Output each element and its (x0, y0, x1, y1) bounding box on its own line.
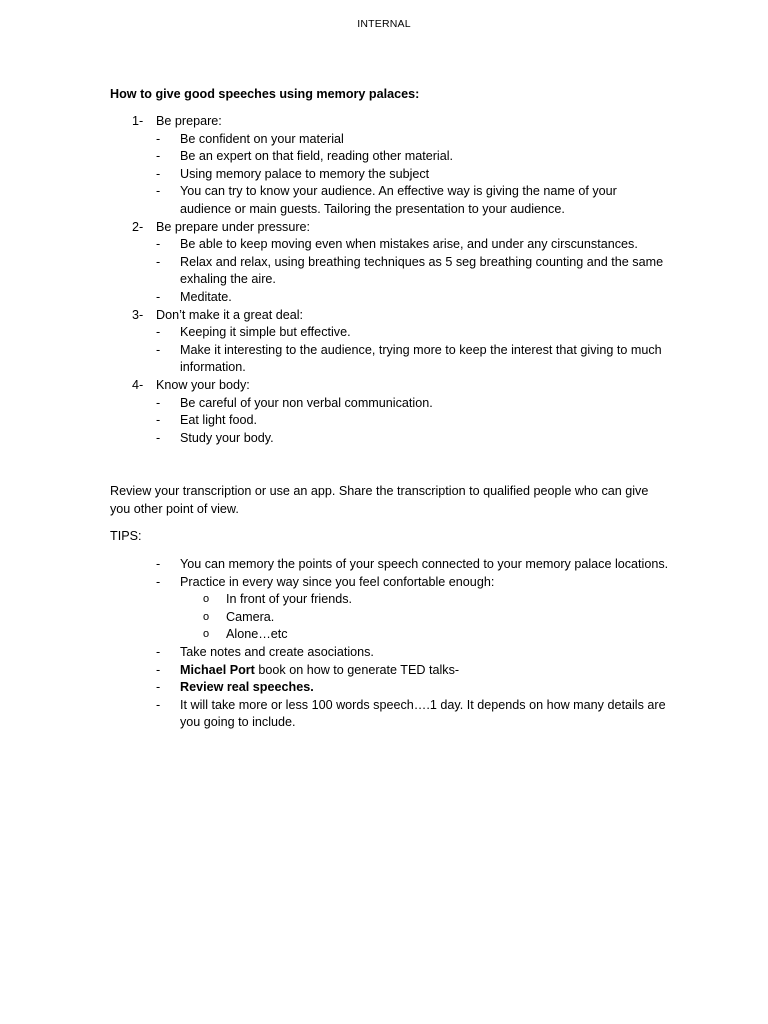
practice-subitems (110, 591, 670, 644)
dash-bullet: - (156, 184, 161, 199)
step-item (110, 307, 670, 325)
list-item-text: Take notes and create asociations. (180, 645, 374, 660)
circle-bullet: o (203, 593, 210, 606)
dash-bullet: - (156, 413, 161, 428)
list-item-text: Eat light food. (180, 413, 258, 428)
step-item (110, 377, 670, 395)
step-number: 3- (132, 307, 144, 322)
sub-list-item-text: In front of your friends. (226, 592, 352, 607)
list-item-text: Be an expert on that field, reading other material. (180, 149, 454, 164)
step-item (110, 219, 670, 237)
list-item (110, 574, 670, 592)
dash-bullet: - (156, 430, 161, 445)
list-item (110, 324, 670, 342)
circle-bullet: o (203, 628, 210, 641)
dash-bullet: - (156, 325, 161, 340)
classification-header: INTERNAL (357, 18, 411, 30)
sub-list-item (110, 591, 670, 609)
list-item (110, 430, 670, 448)
list-item (110, 289, 670, 307)
list-item (110, 148, 670, 166)
dash-bullet: - (156, 237, 161, 252)
list-item-text: Relax and relax, using breathing techniques as 5 seg breathing counting and the same exhaling the aire. (180, 254, 664, 287)
list-item-text: Be confident on your material (180, 131, 344, 146)
dash-bullet: - (156, 662, 161, 677)
dash-bullet: - (156, 342, 161, 357)
dash-bullet: - (156, 149, 161, 164)
list-item-text: Using memory palace to memory the subject (180, 166, 430, 181)
list-item (110, 236, 670, 254)
list-item (110, 131, 670, 149)
dash-bullet: - (156, 395, 161, 410)
step-subitems (110, 395, 670, 448)
list-item-text: Practice in every way since you feel confortable enough: (180, 574, 495, 589)
list-item (110, 556, 670, 574)
step-heading: Be prepare under pressure: (156, 219, 311, 234)
list-item (110, 254, 670, 289)
list-item (110, 183, 670, 218)
list-item (110, 342, 670, 377)
dash-bullet: - (156, 166, 161, 181)
list-item-text: Be able to keep moving even when mistakes arise, and under any cirscunstances. (180, 237, 638, 252)
list-item-text: It will take more or less 100 words speech….1 day. It depends on how many details are you going to include. (180, 697, 666, 730)
document-title: How to give good speeches using memory palaces: (110, 87, 420, 101)
tips-label: TIPS: (110, 529, 142, 544)
dash-bullet: - (156, 697, 161, 712)
list-item (110, 679, 670, 697)
list-item (110, 697, 670, 732)
list-item-text: Make it interesting to the audience, trying more to keep the interest that giving to much information. (180, 342, 662, 375)
dash-bullet: - (156, 680, 161, 695)
list-item-text: You can try to know your audience. An effective way is giving the name of your audience or main guests. Tailoring the presentation to your audience. (180, 184, 617, 216)
list-item (110, 644, 670, 662)
step-heading: Don’t make it a great deal: (156, 307, 304, 322)
step-number: 1- (132, 114, 144, 128)
dash-bullet: - (156, 289, 161, 304)
list-item (110, 395, 670, 413)
list-item (110, 412, 670, 430)
step-number: 2- (132, 219, 144, 234)
dash-bullet: - (156, 645, 161, 660)
tips-list (110, 556, 670, 732)
list-item-text: Be careful of your non verbal communication. (180, 395, 433, 410)
sub-list-item-text: Alone…etc (226, 627, 288, 642)
sub-list-item (110, 609, 670, 627)
step-subitems (110, 236, 670, 306)
list-item (110, 166, 670, 184)
list-item-text: Review real speeches. (180, 680, 314, 695)
dash-bullet: - (156, 574, 161, 589)
sub-list-item (110, 626, 670, 644)
step-item (110, 113, 670, 131)
list-item (110, 662, 670, 680)
step-heading: Know your body: (156, 377, 250, 392)
list-item-text: Study your body. (180, 430, 274, 445)
dash-bullet: - (156, 131, 161, 146)
list-item-text: You can memory the points of your speech connected to your memory palace locations. (180, 557, 669, 572)
document-body (110, 86, 670, 732)
review-paragraph: Review your transcription or use an app. Share the transcription to qualified people who can give you other point of view. (110, 484, 649, 516)
author-name: Michael Port (180, 662, 255, 677)
sub-list-item-text: Camera. (226, 609, 275, 624)
step-heading: Be prepare: (156, 114, 222, 128)
list-item-text: book on how to generate TED talks- (254, 662, 460, 677)
circle-bullet: o (203, 610, 210, 623)
step-subitems (110, 324, 670, 377)
dash-bullet: - (156, 254, 161, 269)
list-item-text: Meditate. (180, 289, 232, 304)
steps-list (110, 113, 670, 447)
dash-bullet: - (156, 557, 161, 572)
step-subitems (110, 131, 670, 219)
list-item-text: Keeping it simple but effective. (180, 325, 351, 340)
step-number: 4- (132, 377, 144, 392)
